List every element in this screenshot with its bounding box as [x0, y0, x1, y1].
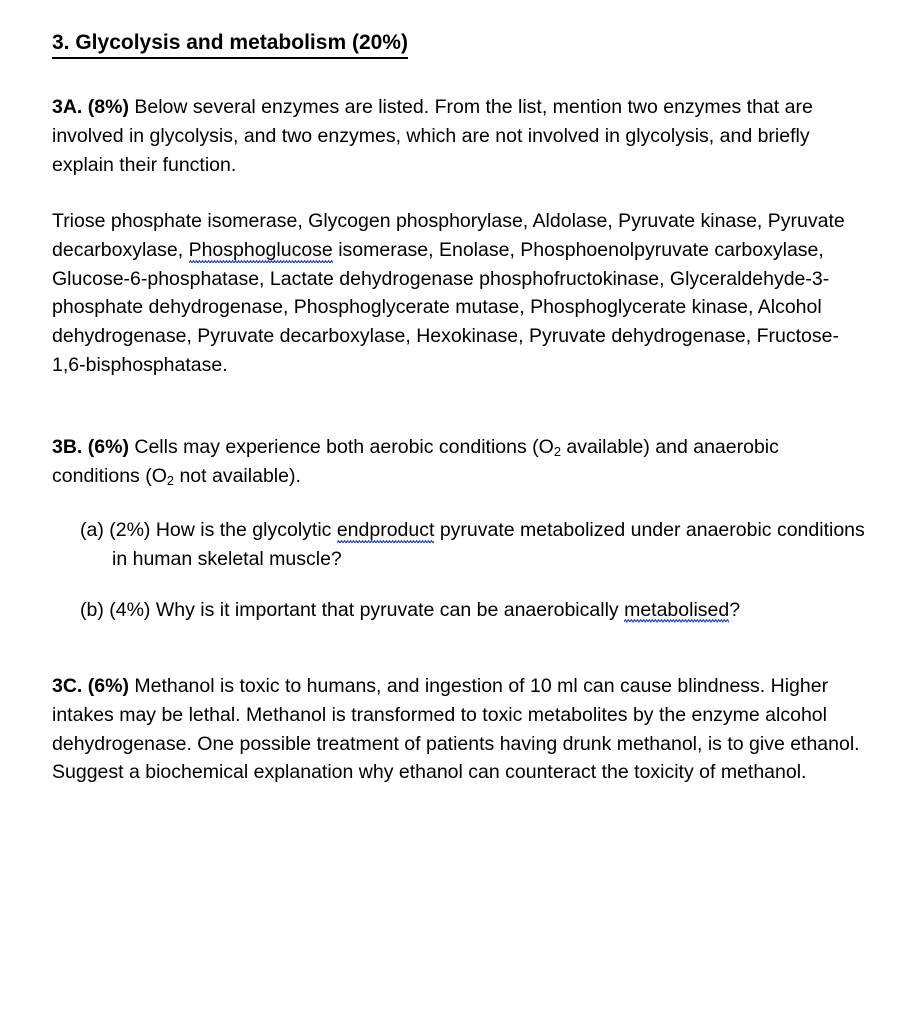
question-3b [52, 433, 868, 490]
question-3b-body-1: Cells may experience both aerobic conditions (O [128, 436, 554, 459]
sub-question-b-marker: (b) (4%) [80, 598, 151, 621]
section-spacer [52, 646, 868, 672]
sub-question-a-text-before: How is the glycolytic [150, 519, 337, 542]
misspelled-word-endproduct[interactable]: endproduct [336, 519, 435, 542]
sub-question-a-text-after: pyruvate metabolized under anaerobic conditions in human skeletal muscle? [112, 519, 865, 571]
sub-question-b-text-before: Why is it important that pyruvate can be anaerobically [150, 598, 625, 621]
question-3a [52, 93, 868, 179]
question-3c [52, 672, 868, 787]
question-3b-label: 3B. (6%) [52, 436, 129, 459]
question-3a-body: Below several enzymes are listed. From the list, mention two enzymes that are involved in glycolysis, and two enzymes, which are not involved in glycolysis, and briefly explain their function. [52, 96, 813, 176]
question-3b-body-2: available) and anaerobic conditions (O [52, 436, 779, 487]
misspelled-word-phosphoglucose[interactable]: Phosphoglucose [188, 238, 333, 261]
sub-question-b [52, 596, 868, 625]
page-title-row [52, 30, 868, 59]
question-3c-body: Methanol is toxic to humans, and ingestion of 10 ml can cause blindness. Higher intakes may be lethal. Methanol is transformed to toxic metabolites by the enzyme alcohol dehydrogenase. One possible treatment of patients having drunk methanol, is to give ethanol. Suggest a biochemical explanation why ethanol can counteract the toxicity of methanol. [52, 675, 860, 784]
subscript-o2-second: 2 [166, 473, 175, 489]
question-3b-body-3: not available). [174, 464, 301, 487]
sub-question-a-marker: (a) (2%) [80, 519, 151, 542]
page-title: 3. Glycolysis and metabolism (20%) [52, 30, 408, 59]
sub-question-a [52, 516, 868, 573]
sub-question-b-text-after: ? [729, 598, 741, 621]
question-3c-label: 3C. (6%) [52, 675, 129, 698]
enzyme-list-post: isomerase, Enolase, Phosphoenolpyruvate carboxylase, Glucose-6-phosphatase, Lactate dehydrogenase phosphofructokinase, Glyceraldehyde-3-phosphate dehydrogenase, Phosphoglycerate mutase, Phosphoglycerate kinase, Alcohol dehydrogenase, Pyruvate decarboxylase, Hexokinase, Pyruvate dehydrogenase, Fructose-1,6-bisphosphatase. [52, 238, 839, 376]
misspelled-word-metabolised[interactable]: metabolised [624, 598, 730, 621]
question-3a-label: 3A. (8%) [52, 96, 129, 119]
enzyme-list-paragraph [52, 207, 868, 379]
subscript-o2-first: 2 [553, 444, 561, 460]
enzyme-list-pre: Triose phosphate isomerase, Glycogen phosphorylase, Aldolase, Pyruvate kinase, Pyruvate decarboxylase, [52, 210, 845, 261]
